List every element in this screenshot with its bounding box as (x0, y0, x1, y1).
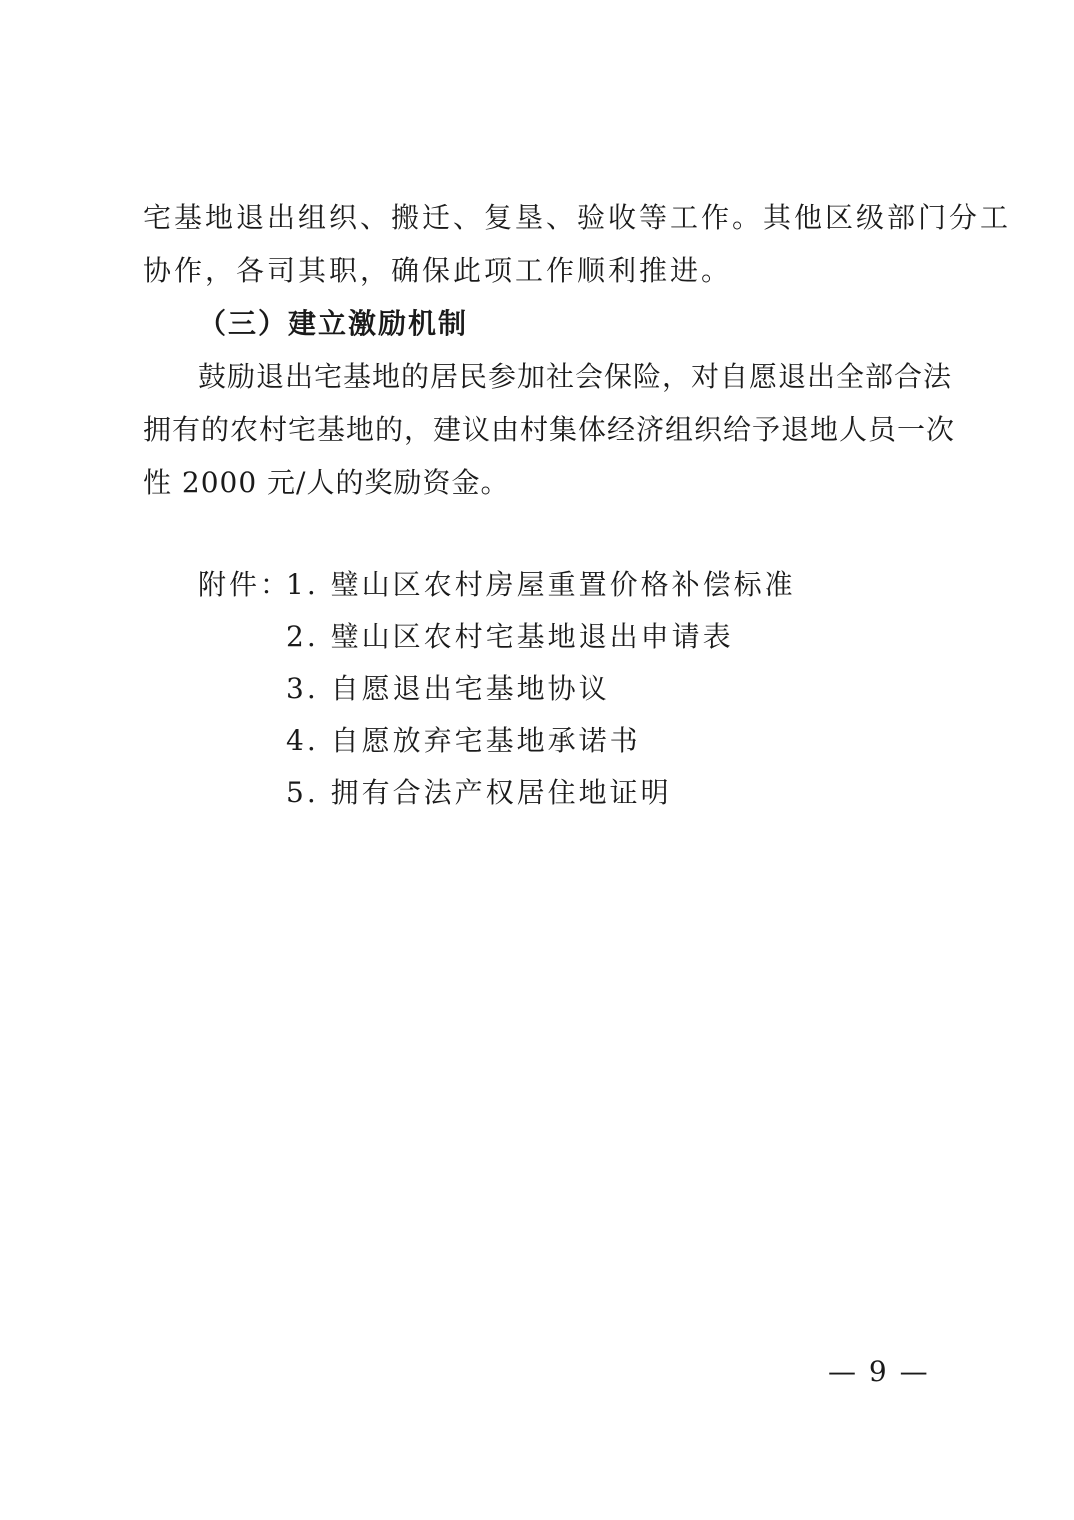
section-heading: （三）建立激励机制 (198, 307, 469, 340)
paragraph-line: 宅基地退出组织、搬迁、复垦、验收等工作。其他区级部门分工 (143, 201, 1012, 234)
attachments-label: 附件： (198, 568, 292, 601)
attachment-item: 4. 自愿放弃宅基地承诺书 (286, 724, 641, 757)
paragraph-line: 拥有的农村宅基地的，建议由村集体经济组织给予退地人员一次 (143, 413, 956, 446)
paragraph-line: 鼓励退出宅基地的居民参加社会保险，对自愿退出全部合法 (198, 360, 953, 393)
paragraph-line: 协作，各司其职，确保此项工作顺利推进。 (143, 254, 733, 287)
attachment-item: 1. 璧山区农村房屋重置价格补偿标准 (286, 568, 796, 601)
attachment-item: 3. 自愿退出宅基地协议 (286, 672, 610, 705)
attachment-item: 2. 璧山区农村宅基地退出申请表 (286, 620, 734, 653)
attachment-item: 5. 拥有合法产权居住地证明 (286, 776, 672, 809)
page-number: — 9 — (828, 1355, 930, 1388)
paragraph-line: 性 2000 元/人的奖励资金。 (143, 466, 510, 499)
